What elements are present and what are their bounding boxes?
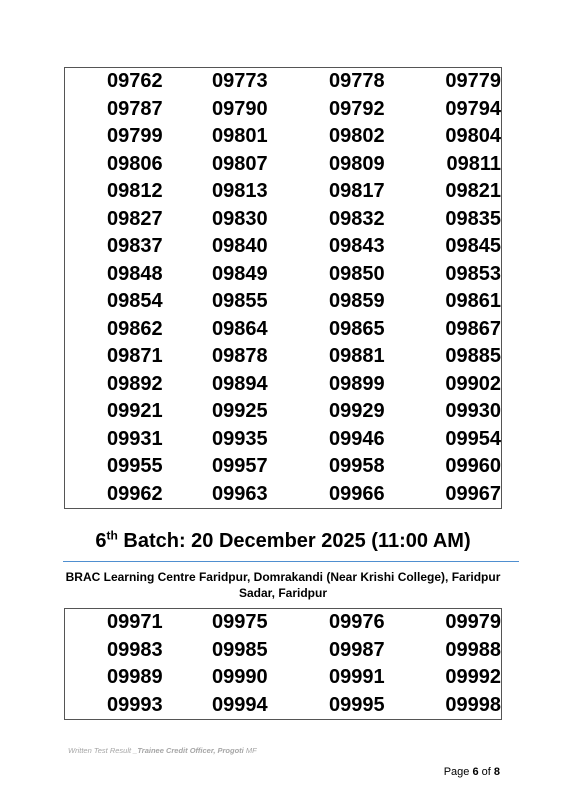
roll-number: 09801 [212,125,268,147]
roll-number: 09812 [107,180,163,202]
roll-number: 09867 [445,317,501,340]
table-row [65,206,501,234]
document-footer-title: Written Test Result _Trainee Credit Officer, Progoti MF [68,746,257,755]
roll-number: 09792 [329,97,385,120]
roll-number: 09967 [445,482,501,505]
roll-number-table-batch-5 [64,67,502,509]
roll-number: 09878 [212,345,268,367]
table-row [65,151,501,179]
roll-number: 09809 [329,152,385,175]
roll-number: 09804 [445,125,501,147]
roll-number: 09975 [212,611,268,633]
table-row [65,178,501,206]
table-row [65,426,501,454]
roll-number: 09854 [107,290,163,312]
roll-number: 09773 [212,70,268,92]
roll-number: 09813 [212,180,268,202]
table-row [65,96,501,124]
roll-number: 09850 [329,262,385,285]
roll-number: 09779 [445,70,501,92]
roll-number: 09832 [329,207,385,230]
roll-number: 09983 [107,638,163,661]
roll-number: 09958 [329,455,385,477]
roll-number: 09963 [212,482,268,505]
roll-number: 09821 [445,180,501,202]
roll-number: 09843 [329,235,385,257]
roll-number: 09992 [445,666,501,688]
roll-number: 09946 [329,427,385,450]
table-row [65,343,501,371]
roll-number: 09806 [107,152,163,175]
venue-line-1: BRAC Learning Centre Faridpur, Domrakandi (Near Krishi College), Faridpur [65,570,501,584]
roll-number: 09998 [445,693,501,716]
roll-number: 09835 [445,207,501,230]
roll-number: 09899 [329,372,385,395]
roll-number: 09861 [445,290,501,312]
table-row [65,453,501,481]
roll-number: 09817 [329,180,385,202]
table-row [65,609,501,637]
roll-number: 09993 [107,693,163,716]
roll-number: 09988 [445,638,501,661]
roll-number: 09925 [212,400,268,422]
roll-number: 09885 [445,345,501,367]
roll-number: 09849 [212,262,268,285]
table-row [65,123,501,151]
roll-number: 09787 [107,97,163,120]
page-number: Page 6 of 8 [443,766,500,778]
roll-number: 09994 [212,693,268,716]
table-row [65,637,501,665]
roll-number: 09990 [212,666,268,688]
roll-number: 09840 [212,235,268,257]
roll-number: 09976 [329,611,385,633]
roll-number: 09802 [329,125,385,147]
roll-number: 09859 [329,290,385,312]
roll-number: 09966 [329,482,385,505]
roll-number: 09935 [212,427,268,450]
roll-number: 09790 [212,97,268,120]
roll-number: 09837 [107,235,163,257]
table-row [65,316,501,344]
batch-number: 6 [95,530,107,552]
roll-number: 09811 [446,152,501,175]
roll-number: 09848 [107,262,163,285]
heading-underline [63,561,519,562]
roll-number: 09864 [212,317,268,340]
roll-number: 09794 [445,97,501,120]
roll-number: 09995 [329,693,385,716]
roll-number: 09921 [107,400,163,422]
roll-number: 09845 [445,235,501,257]
roll-number: 09930 [445,400,501,422]
roll-number: 09989 [107,666,163,688]
table-row [65,68,501,96]
table-row [65,398,501,426]
table-row [65,692,501,720]
roll-number: 09991 [329,666,385,688]
roll-number: 09799 [107,125,163,147]
roll-number: 09862 [107,317,163,340]
venue-line-2: Sadar, Faridpur [238,586,328,600]
roll-number: 09985 [212,638,268,661]
table-row [65,664,501,692]
batch-date-time: Batch: 20 December 2025 (11:00 AM) [117,530,471,552]
batch-heading [0,530,566,553]
roll-number: 09881 [329,345,385,367]
roll-number: 09957 [212,455,268,477]
roll-number: 09855 [212,290,268,312]
table-row [65,261,501,289]
roll-number: 09962 [107,482,163,505]
roll-number: 09971 [107,611,163,633]
roll-number: 09778 [329,70,385,92]
table-row [65,481,501,509]
roll-number: 09853 [445,262,501,285]
roll-number: 09954 [445,427,501,450]
roll-number: 09902 [445,372,501,395]
roll-number: 09830 [212,207,268,230]
roll-number: 09979 [445,611,501,633]
roll-number: 09892 [107,372,163,395]
roll-number: 09960 [445,455,501,477]
roll-number: 09762 [107,70,163,92]
roll-number: 09827 [107,207,163,230]
roll-number: 09955 [107,455,163,477]
batch-venue [60,569,506,601]
table-row [65,233,501,261]
table-row [65,288,501,316]
table-row [65,371,501,399]
roll-number: 09865 [329,317,385,340]
roll-number: 09929 [329,400,385,422]
roll-number: 09807 [212,152,268,175]
roll-number: 09871 [107,345,163,367]
roll-number-table-batch-6 [64,608,502,720]
roll-number: 09987 [329,638,385,661]
batch-ordinal-suffix: th [106,528,118,543]
roll-number: 09931 [107,427,163,450]
roll-number: 09894 [212,372,268,395]
